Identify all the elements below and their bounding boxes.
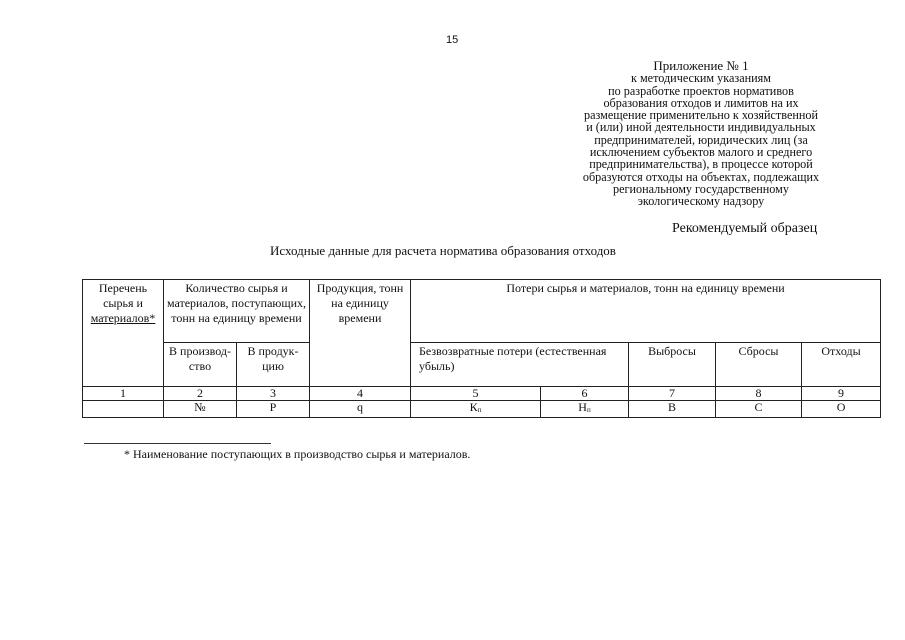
- appendix-line: размещение применительно к хозяйственной: [583, 108, 819, 123]
- column-number: 3: [237, 387, 310, 401]
- column-number: 2: [164, 387, 237, 401]
- losses-header: Потери сырья и материалов, тонн на единицу времени: [411, 280, 881, 343]
- waste-header: Отходы: [802, 343, 881, 387]
- symbol-cell: О: [802, 401, 881, 418]
- appendix-line: по разработке проектов нормативов: [608, 83, 794, 98]
- source-data-table: [82, 279, 881, 418]
- symbol-cell: Р: [237, 401, 310, 418]
- table-title: Исходные данные для расчета норматива образования отходов: [270, 243, 616, 258]
- discharges-header: Сбросы: [716, 343, 802, 387]
- footnote-separator: [84, 443, 271, 444]
- symbol-cell: №: [164, 401, 237, 418]
- appendix-line: исключением субъектов малого и среднего: [589, 145, 813, 160]
- column-number: 1: [83, 387, 164, 401]
- recommended-sample-label: Рекомендуемый образец: [672, 221, 818, 236]
- appendix-line: предпринимательства), в процессе которой: [589, 157, 813, 172]
- appendix-header: [548, 60, 854, 208]
- column-number: 4: [310, 387, 411, 401]
- footnote: * Наименование поступающих в производство сырья и материалов.: [124, 447, 471, 461]
- column-number: 6: [541, 387, 629, 401]
- symbol-cell: $К_п$: [411, 401, 541, 418]
- symbol-cell: [83, 401, 164, 418]
- appendix-line: образуются отходы на объектах, подлежащих: [582, 169, 820, 184]
- production-header: Продукция, тонн на единицу времени: [310, 280, 411, 387]
- symbol-cell: $Н_п$: [541, 401, 629, 418]
- quantity-header: Количество сырья и материалов, поступающих, тонн на единицу времени: [164, 280, 310, 343]
- page-number: 15: [446, 34, 459, 46]
- appendix-line: Приложение № 1: [653, 58, 749, 73]
- column-number: 9: [802, 387, 881, 401]
- column-number: 7: [629, 387, 716, 401]
- appendix-line: образования отходов и лимитов на их: [603, 95, 799, 110]
- in-production-header: В производ-ство: [164, 343, 237, 387]
- appendix-line: региональному государственному: [613, 181, 789, 196]
- appendix-line: экологическому надзору: [637, 194, 765, 209]
- symbol-cell: q: [310, 401, 411, 418]
- irrecoverable-losses-header: Безвозвратные потери (естественная убыль): [411, 343, 629, 387]
- appendix-line: предпринимателей, юридических лиц (за: [594, 132, 808, 147]
- emissions-header: Выбросы: [629, 343, 716, 387]
- footnote-marker: материалов*: [90, 311, 156, 325]
- column-number: 5: [411, 387, 541, 401]
- appendix-line: и (или) иной деятельности индивидуальных: [586, 120, 816, 135]
- symbol-cell: С: [716, 401, 802, 418]
- appendix-line: к методическим указаниям: [630, 71, 771, 86]
- symbol-cell: В: [629, 401, 716, 418]
- raw-materials-list-header: Перечень сырья и материалов*: [83, 280, 164, 387]
- column-number: 8: [716, 387, 802, 401]
- in-product-header: В продук-цию: [237, 343, 310, 387]
